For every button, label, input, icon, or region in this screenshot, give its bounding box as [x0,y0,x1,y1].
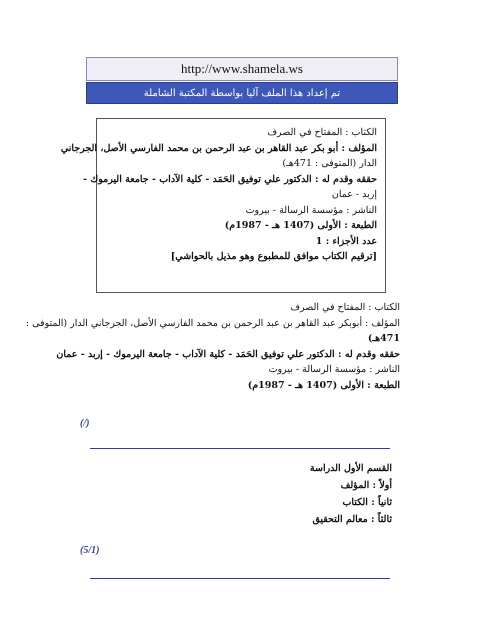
shamela-banner: تم إعداد هذا الملف آليا بواسطة المكتبة الشاملة [86,82,398,104]
website-url: http://www.shamela.ws [181,61,303,76]
body-book-info [25,300,400,393]
body-book-title: الكتاب : المفتاح في الصرف [290,302,400,313]
body-book-author-cont: 471هـ) [367,333,400,344]
book-info-box [60,118,386,293]
book-edition: الطبعة : الأولى (1407 هـ - 1987م) [224,220,377,231]
book-title: الكتاب : المفتاح في الصرف [267,127,377,138]
toc-item-author: أولاً : المؤلف [340,480,392,491]
book-author: المؤلف : أبو بكر عبد القاهر بن عبد الرحمن بن محمد الفارسي الأصل، الجرجاني [60,142,377,154]
book-parts: عدد الأجزاء : 1 [315,235,377,247]
page-number: (5/1) [80,545,100,556]
book-note: [ترقيم الكتاب موافق للمطبوع وهو مذيل بالحواشي] [170,251,377,262]
book-publisher: الناشر : مؤسسة الرسالة - بيروت [245,204,377,216]
toc-item-verification: ثالثاً : معالم التحقيق [312,514,392,525]
body-book-edition: الطبعة : الأولى (1407 هـ - 1987م) [247,379,400,391]
toc-item-book: ثانياً : الكتاب [342,497,392,508]
book-editor-cont: إربد - عمان [331,189,377,200]
divider [90,448,390,449]
page-reference: (/) [80,418,90,429]
body-book-author: المؤلف : أبوبكر عبد القاهر بن عبد الرحمن بن محمد الفارسي الأصل، الجرجاني الدار (المتوفى : [25,317,400,329]
body-book-editor: حققه وقدم له : الدكتور علي توفيق الحَمَد - كلية الآداب - جامعة اليرموك - إربد - عمان [56,348,400,360]
book-editor: حققه وقدم له : الدكتور علي توفيق الحَمَد - كلية الآداب - جامعة اليرموك - [83,173,377,185]
book-author-cont: الدار (المتوفى : 471هـ) [282,158,377,169]
body-book-publisher: الناشر : مؤسسة الرسالة - بيروت [268,364,400,375]
study-toc [80,460,392,528]
toc-section-title: القسم الأول الدراسة [309,463,392,474]
divider [90,578,390,579]
url-box [86,57,398,81]
